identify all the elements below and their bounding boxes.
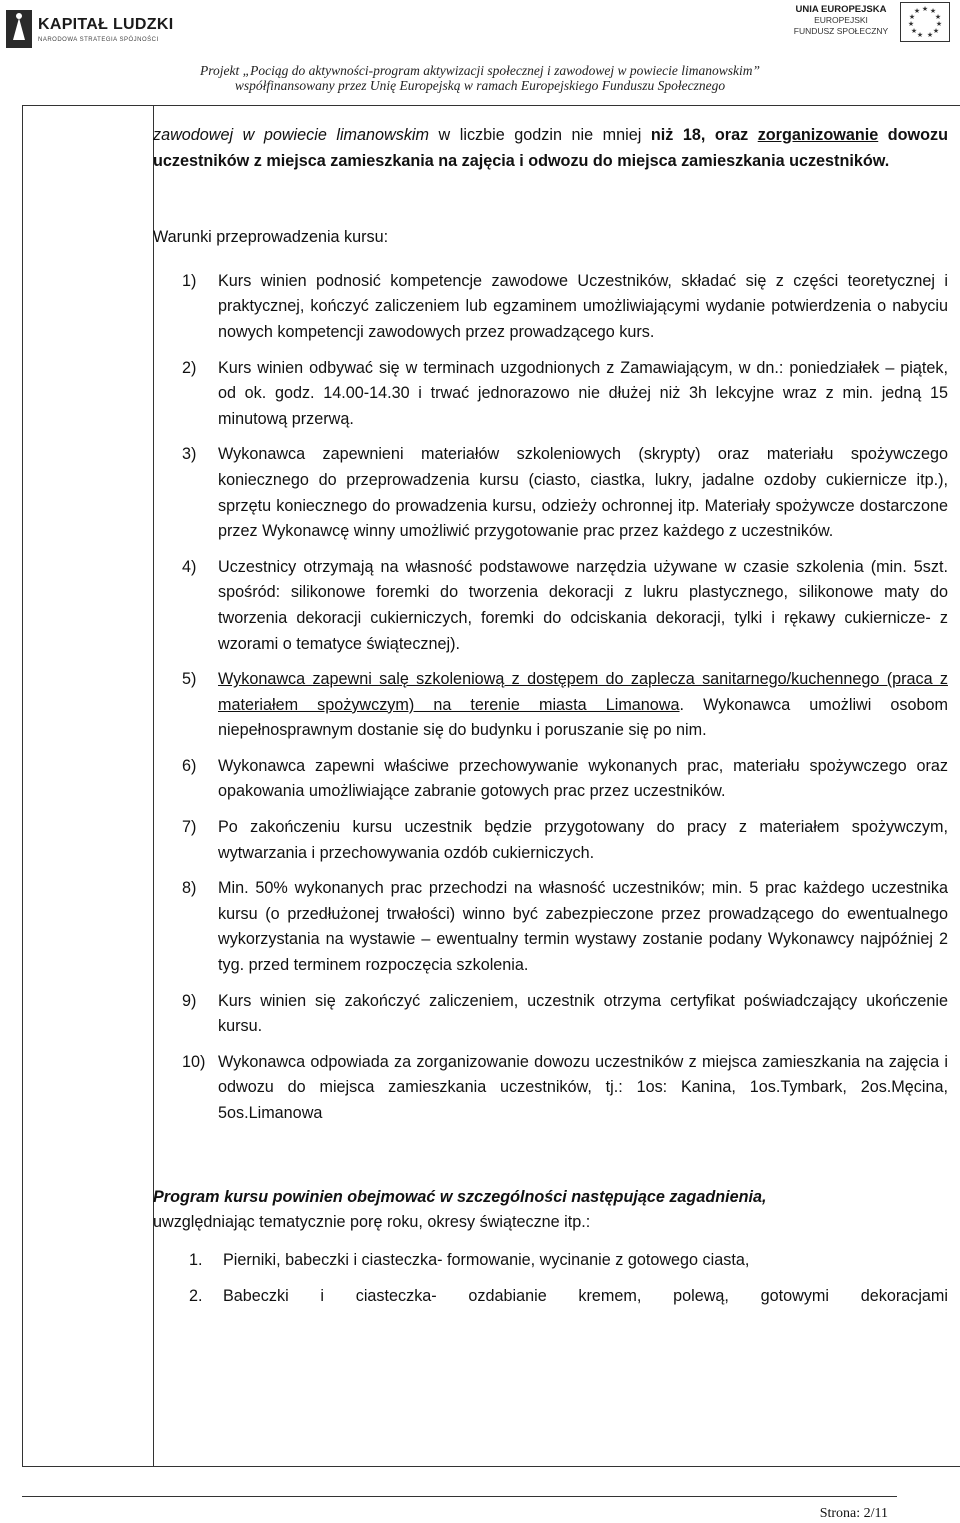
program-subheading: uwzględniając tematycznie porę roku, okresy świąteczne itp.: bbox=[153, 1213, 591, 1232]
condition-text: Uczestnicy otrzymają na własność podstawowe narzędzia używane w czasie szkolenia (min. 5szt. spośród: silikonowe foremki do tworzenia dekoracji z lukru plastycznego, silikonowe maty do tworzenia dekoracji cukierniczych, foremki do odciskania dekoracji, tylki i rękawy cukiernicze- z wzorami o tematyce świątecznej). bbox=[218, 557, 948, 653]
kapital-ludzki-subtitle: NARODOWA STRATEGIA SPÓJNOŚCI bbox=[38, 37, 159, 43]
condition-number: 6) bbox=[182, 756, 197, 775]
project-title-line: Projekt „Pociąg do aktywności-program aktywizacji społecznej i zawodowej w powiecie limanowskim” bbox=[200, 63, 760, 78]
condition-text: Min. 50% wykonanych prac przechodzi na własność uczestników; min. 5 prac każdego uczestnika kursu (o przedłużonej trwałości) winno być zabezpieczone przez prowadzącego do ewentualnego wykorzystania na wystawie – ewentualny termin wystawy zostanie podany Wykonawcy najpóźniej 2 tyg. przed terminem rozpoczęcia szkolenia. bbox=[218, 879, 948, 975]
svg-text:★: ★ bbox=[913, 8, 921, 15]
condition-text: Wykonawca zapewni właściwe przechowywanie wykonanych prac, materiału spożywczego oraz opakowania umożliwiające zabranie gotowych prac przez uczestników. bbox=[218, 756, 948, 801]
condition-item bbox=[153, 989, 948, 1040]
condition-number: 4) bbox=[182, 557, 197, 576]
svg-text:★: ★ bbox=[926, 32, 934, 39]
intro-part6: dowozu uczestników z miejsca zamieszkania na zajęcia i odwozu do miejsca zamieszkania uczestników. bbox=[153, 126, 948, 170]
condition-item bbox=[153, 667, 948, 744]
intro-part2: w liczbie godzin nie mniej bbox=[429, 126, 651, 144]
condition-text: Kurs winien podnosić kompetencje zawodowe Uczestników, składać się z części teoretycznej i praktycznej, kończyć zaliczeniem lub egzaminem umożliwiającymi wydanie potwierdzenia o nabyciu nowych kompetencji zawodowych przez prowadzącego kurs. bbox=[218, 271, 948, 341]
condition-text: Wykonawca odpowiada za zorganizowanie dowozu uczestników z miejsca zamieszkania na zajęcia i odwozu do miejsca zamieszkania uczestników, tj.: 1os: Kanina, 1os.Tymbark, 2os.Męcina, 5os.Limanowa bbox=[218, 1052, 948, 1122]
svg-text:★: ★ bbox=[916, 32, 924, 39]
condition-number: 5) bbox=[182, 670, 197, 689]
condition-item bbox=[153, 815, 948, 866]
condition-text: Kurs winien się zakończyć zaliczeniem, uczestnik otrzyma certyfikat poświadczający ukończenie kursu. bbox=[218, 991, 948, 1036]
condition-item bbox=[153, 356, 948, 433]
topic-text: Babeczki i ciasteczka- ozdabianie kremem, polewą, gotowymi dekoracjami bbox=[223, 1287, 948, 1306]
conditions-list bbox=[153, 269, 948, 1127]
condition-text: Kurs winien odbywać się w terminach uzgodnionych z Zamawiającym, w dn.: poniedziałek – piątek, od ok. godz. 14.00-14.30 i trwać jednorazowo nie dłużej niż 3h lekcyjne wraz z min. jedną 15 minutową przerwą. bbox=[218, 358, 948, 428]
topic-text: Pierniki, babeczki i ciasteczka- formowanie, wycinanie z gotowego ciasta, bbox=[223, 1250, 750, 1269]
kapital-ludzki-logo bbox=[6, 10, 206, 50]
condition-number: 8) bbox=[182, 879, 197, 898]
svg-text:★: ★ bbox=[934, 14, 942, 21]
svg-text:★: ★ bbox=[908, 14, 916, 21]
intro-part3: niż 18 bbox=[650, 126, 701, 144]
svg-text:★: ★ bbox=[921, 6, 929, 13]
eu-logo-line2: EUROPEJSKI bbox=[814, 15, 868, 25]
condition-text-underlined: Wykonawca zapewni salę szkoleniową z dostępem do zaplecza sanitarnego/kuchennego (praca z materiałem spożywczym) na terenie miasta Limanowa bbox=[218, 670, 948, 714]
svg-text:★: ★ bbox=[935, 21, 943, 28]
condition-text: Po zakończeniu kursu uczestnik będzie przygotowany do pracy z materiałem spożywczym, wytwarzania i przechowywania ozdób cukierniczych. bbox=[218, 818, 948, 862]
topic-number: 1. bbox=[189, 1250, 203, 1269]
eu-logo-line3: FUNDUSZ SPOŁECZNY bbox=[793, 26, 889, 36]
eu-logo-text bbox=[786, 4, 896, 37]
condition-number: 7) bbox=[182, 818, 197, 837]
eu-flag-icon bbox=[900, 2, 950, 42]
footer-rule bbox=[22, 1496, 897, 1497]
svg-text:★: ★ bbox=[910, 28, 918, 35]
condition-item bbox=[153, 442, 948, 544]
intro-paragraph bbox=[153, 123, 948, 174]
page-number: Strona: 2/11 bbox=[819, 1506, 888, 1521]
condition-text: Wykonawca zapewnieni materiałów szkoleniowych (skrypty) oraz materiału spożywczego koniecznego do przeprowadzenia kursu (ciasto, ciastka, lukry, jadalne ozdoby cukiernicze itp.), sprzętu koniecznego do prowadzenia kursu, odzieży ochronnej itp. Materiały spożywcze dostarczone przez Wykonawcę winny umożliwić przygotowanie prac przez każdego z uczestników. bbox=[218, 445, 948, 541]
kapital-ludzki-mark-icon bbox=[6, 10, 32, 48]
intro-part5: zorganizowanie bbox=[757, 126, 879, 144]
kapital-ludzki-title: KAPITAŁ LUDZKI bbox=[38, 16, 174, 33]
condition-text: . Wykonawca umożliwi osobom niepełnosprawnym dostanie się do budynku i poruszanie się po nim. bbox=[218, 695, 948, 740]
svg-text:★: ★ bbox=[907, 21, 915, 28]
condition-number: 1) bbox=[182, 271, 197, 290]
program-topic bbox=[153, 1284, 948, 1310]
intro-part1: zawodowej w powiecie limanowskim bbox=[153, 126, 429, 144]
condition-number: 9) bbox=[182, 991, 197, 1010]
document-body bbox=[153, 123, 948, 1321]
program-topics-list bbox=[153, 1248, 948, 1310]
project-funding-line: współfinansowany przez Unię Europejską w ramach Europejskiego Funduszu Społecznego bbox=[234, 78, 726, 93]
svg-text:★: ★ bbox=[932, 28, 940, 35]
condition-item bbox=[153, 555, 948, 657]
condition-number: 2) bbox=[182, 358, 197, 377]
condition-item bbox=[153, 269, 948, 346]
condition-item bbox=[153, 876, 948, 978]
condition-number: 10) bbox=[182, 1052, 206, 1071]
topic-number: 2. bbox=[189, 1287, 203, 1306]
svg-text:★: ★ bbox=[929, 8, 937, 15]
conditions-heading: Warunki przeprowadzenia kursu: bbox=[153, 228, 389, 247]
condition-item bbox=[153, 1050, 948, 1127]
condition-number: 3) bbox=[182, 445, 197, 464]
program-topic bbox=[153, 1248, 948, 1274]
eu-logo-line1: UNIA EUROPEJSKA bbox=[795, 4, 887, 15]
condition-item bbox=[153, 754, 948, 805]
program-heading: Program kursu powinien obejmować w szczególności następujące zagadnienia, bbox=[153, 1187, 767, 1206]
intro-part4: , oraz bbox=[700, 126, 758, 144]
